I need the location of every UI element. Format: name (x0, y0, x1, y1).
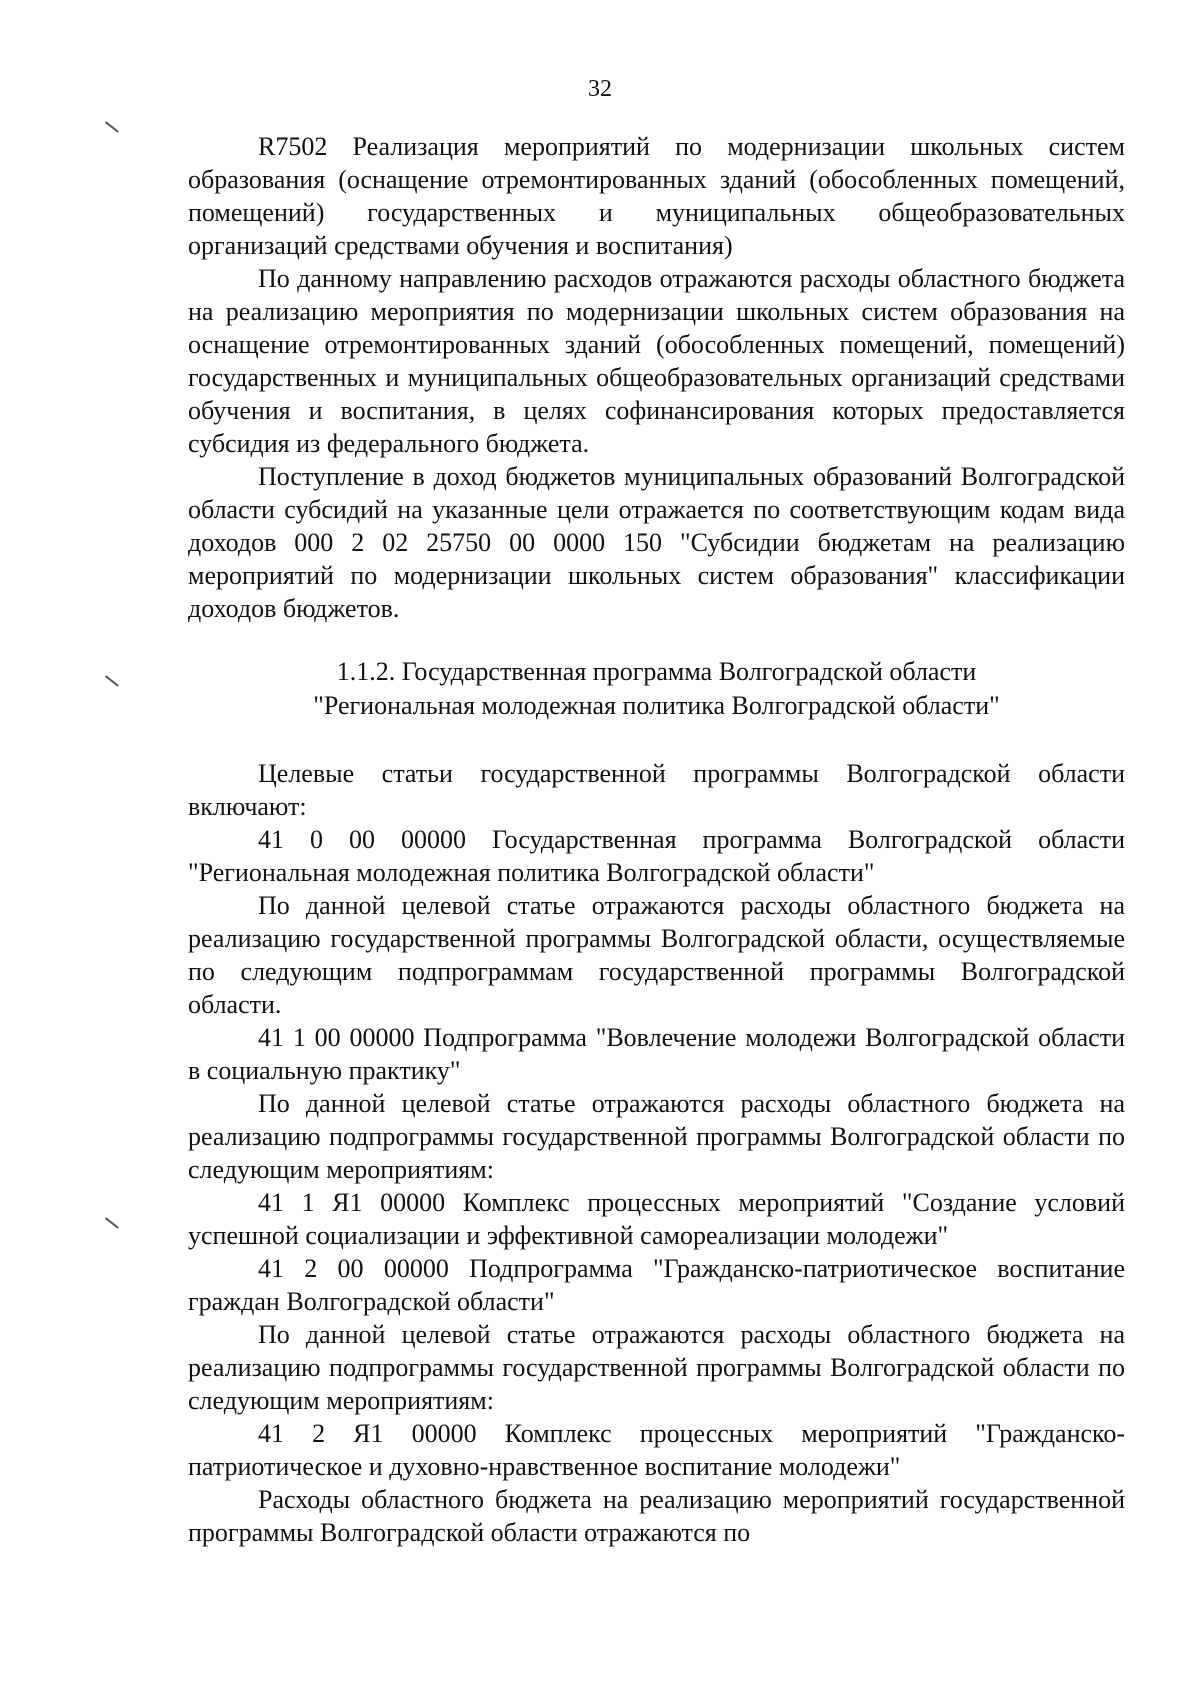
paragraph: Поступление в доход бюджетов муниципальных образований Волгоградской области субсидий на указанные цели отражается по соответствующим кодам вида доходов 000 2 02 25750 00 0000 150 "Субсидии бюджетам на реализацию мероприятий по модернизации школьных систем образования" классификации доходов бюджетов. (188, 462, 1125, 623)
paragraph: 41 2 00 00000 Подпрограмма "Гражданско-патриотическое воспитание граждан Волгоградской области" (188, 1254, 1125, 1316)
paragraph: 41 2 Я1 00000 Комплекс процессных мероприятий "Гражданско-патриотическое и духовно-нравственное воспитание молодежи" (188, 1419, 1125, 1481)
paragraph: Расходы областного бюджета на реализацию мероприятий государственной программы Волгоградской области отражаются по (188, 1485, 1125, 1547)
paragraph: 41 0 00 00000 Государственная программа Волгоградской области "Региональная молодежная политика Волгоградской области" (188, 825, 1125, 887)
page-number: 32 (588, 76, 612, 102)
paragraph: 41 1 Я1 00000 Комплекс процессных мероприятий "Создание условий успешной социализации и эффективной самореализации молодежи" (188, 1188, 1125, 1250)
section-heading (188, 655, 1125, 723)
paragraph: R7502 Реализация мероприятий по модернизации школьных систем образования (оснащение отремонтированных зданий (обособленных помещений, помещений) государственных и муниципальных общеобразовательных организаций средствами обучения и воспитания) (188, 132, 1125, 260)
paragraph: 41 1 00 00000 Подпрограмма "Вовлечение молодежи Волгоградской области в социальную практику" (188, 1023, 1125, 1085)
scan-mark (105, 675, 119, 686)
paragraph: По данной целевой статье отражаются расходы областного бюджета на реализацию подпрограммы государственной программы Волгоградской области по следующим мероприятиям: (188, 1089, 1125, 1184)
document-body (188, 130, 1125, 1549)
section-heading-line-2: "Региональная молодежная политика Волгоградской области" (313, 691, 1000, 720)
paragraph: По данной целевой статье отражаются расходы областного бюджета на реализацию государственной программы Волгоградской области, осуществляемые по следующим подпрограммам государственной программы Волгоградской области. (188, 891, 1125, 1019)
section-heading-line-1: 1.1.2. Государственная программа Волгоградской области (336, 657, 977, 686)
paragraph: Целевые статьи государственной программы Волгоградской области включают: (188, 759, 1125, 821)
scan-mark (105, 1217, 119, 1228)
paragraph: По данной целевой статье отражаются расходы областного бюджета на реализацию подпрограммы государственной программы Волгоградской области по следующим мероприятиям: (188, 1320, 1125, 1415)
paragraph: По данному направлению расходов отражаются расходы областного бюджета на реализацию мероприятия по модернизации школьных систем образования на оснащение отремонтированных зданий (обособленных помещений, помещений) государственных и муниципальных общеобразовательных организаций средствами обучения и воспитания, в целях софинансирования которых предоставляется субсидия из федерального бюджета. (188, 264, 1125, 458)
scan-mark (105, 121, 119, 132)
